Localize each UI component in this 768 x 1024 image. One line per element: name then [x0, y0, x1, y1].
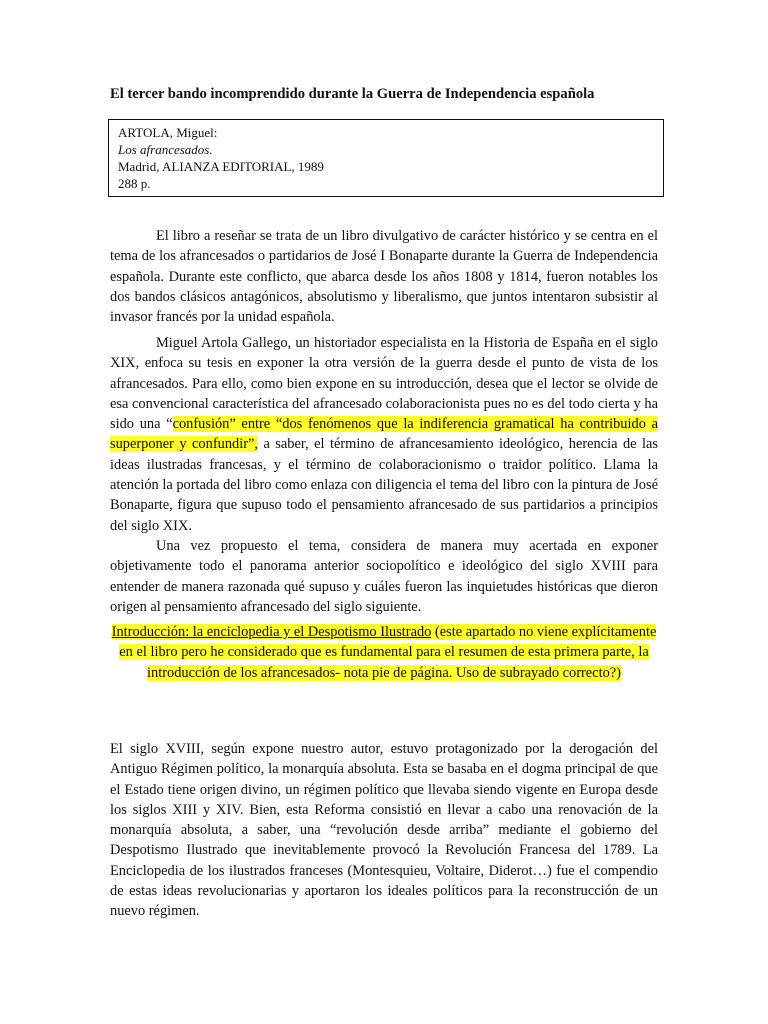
section-note — [110, 622, 658, 683]
paragraph-1 — [110, 226, 658, 327]
section-heading: Introducción: la enciclopedia y el Despotismo Ilustrado — [111, 624, 432, 640]
paragraph-4 — [110, 739, 658, 922]
paragraph-2-text-before: Miguel Artola Gallego, un historiador especialista en la Historia de España en el siglo XIX, enfoca su tesis en exponer la otra versión de la guerra desde el punto de vista de los afrancesados. Para ello, como bien expone en su introducción, desea que el lector se olvide de esa convencional característica del afrancesado colaboracionista pues no es del todo cierta y ha sido una “ — [110, 335, 658, 433]
reference-pages: 288 p. — [118, 176, 151, 191]
section-comment: (este apartado no viene explícitamente en el libro pero he considerado que es fundamental para el resumen de esta primera parte, la introducción de los afrancesados- nota pie de página. Uso de subrayado correcto?) — [119, 624, 657, 681]
paragraph-2 — [110, 333, 658, 536]
reference-book-title: Los afrancesados. — [118, 142, 213, 157]
document-title: El tercer bando incomprendido durante la Guerra de Independencia española — [110, 86, 595, 102]
highlighted-quote: confusión” entre “dos fenómenos que la indiferencia gramatical ha contribuido a superponer y confundir”, — [110, 416, 658, 453]
paragraph-3 — [110, 536, 658, 617]
reference-publisher: Madrid, ALIANZA EDITORIAL, 1989 — [118, 159, 324, 174]
bibliographic-reference-box — [108, 119, 664, 197]
paragraph-2-text-after: a saber, el término de afrancesamiento ideológico, herencia de las ideas ilustradas francesas, y el término de colaboracionismo o traidor político. Llama la atención la portada del libro como enlaza con diligencia el tema del libro con la pintura de José Bonaparte, figura que supuso todo el pensamiento afrancesado de sus partidarios a principios del siglo XIX. — [110, 436, 658, 534]
paragraph-4-text: El siglo XVIII, según expone nuestro autor, estuvo protagonizado por la derogación del Antiguo Régimen político, la monarquía absoluta. Esta se basaba en el dogma principal de que el Estado tiene origen divino, un régimen político que llevaba siendo vigente en Europa desde los siglos XIII y XIV. Bien, esta Reforma consistió en llevar a cabo una renovación de la monarquía absoluta, a saber, una “revolución desde arriba” mediante el gobierno del Despotismo Ilustrado que inevitablemente provocó la Revolución Francesa del 1789. La Enciclopedia de los ilustrados franceses (Montesquieu, Voltaire, Diderot…) fue el compendio de estas ideas revolucionarias y aportaron los ideales políticos para la reconstrucción de un nuevo régimen. — [110, 741, 658, 920]
paragraph-3-text: Una vez propuesto el tema, considera de manera muy acertada en exponer objetivamente todo el panorama anterior sociopolítico e ideológico del siglo XVIII para entender de manera razonada qué supuso y cuáles fueron las inquietudes históricas que dieron origen al pensamiento afrancesado del siglo siguiente. — [110, 538, 658, 615]
paragraph-1-text: El libro a reseñar se trata de un libro divulgativo de carácter histórico y se centra en el tema de los afrancesados o partidarios de José I Bonaparte durante la Guerra de Independencia española. Durante este conflicto, que abarca desde los años 1808 y 1814, fueron notables los dos bandos clásicos antagónicos, absolutismo y liberalismo, que juntos intentaron subsistir al invasor francés por la unidad española. — [110, 228, 658, 326]
reference-author: ARTOLA, Miguel: — [118, 125, 218, 140]
